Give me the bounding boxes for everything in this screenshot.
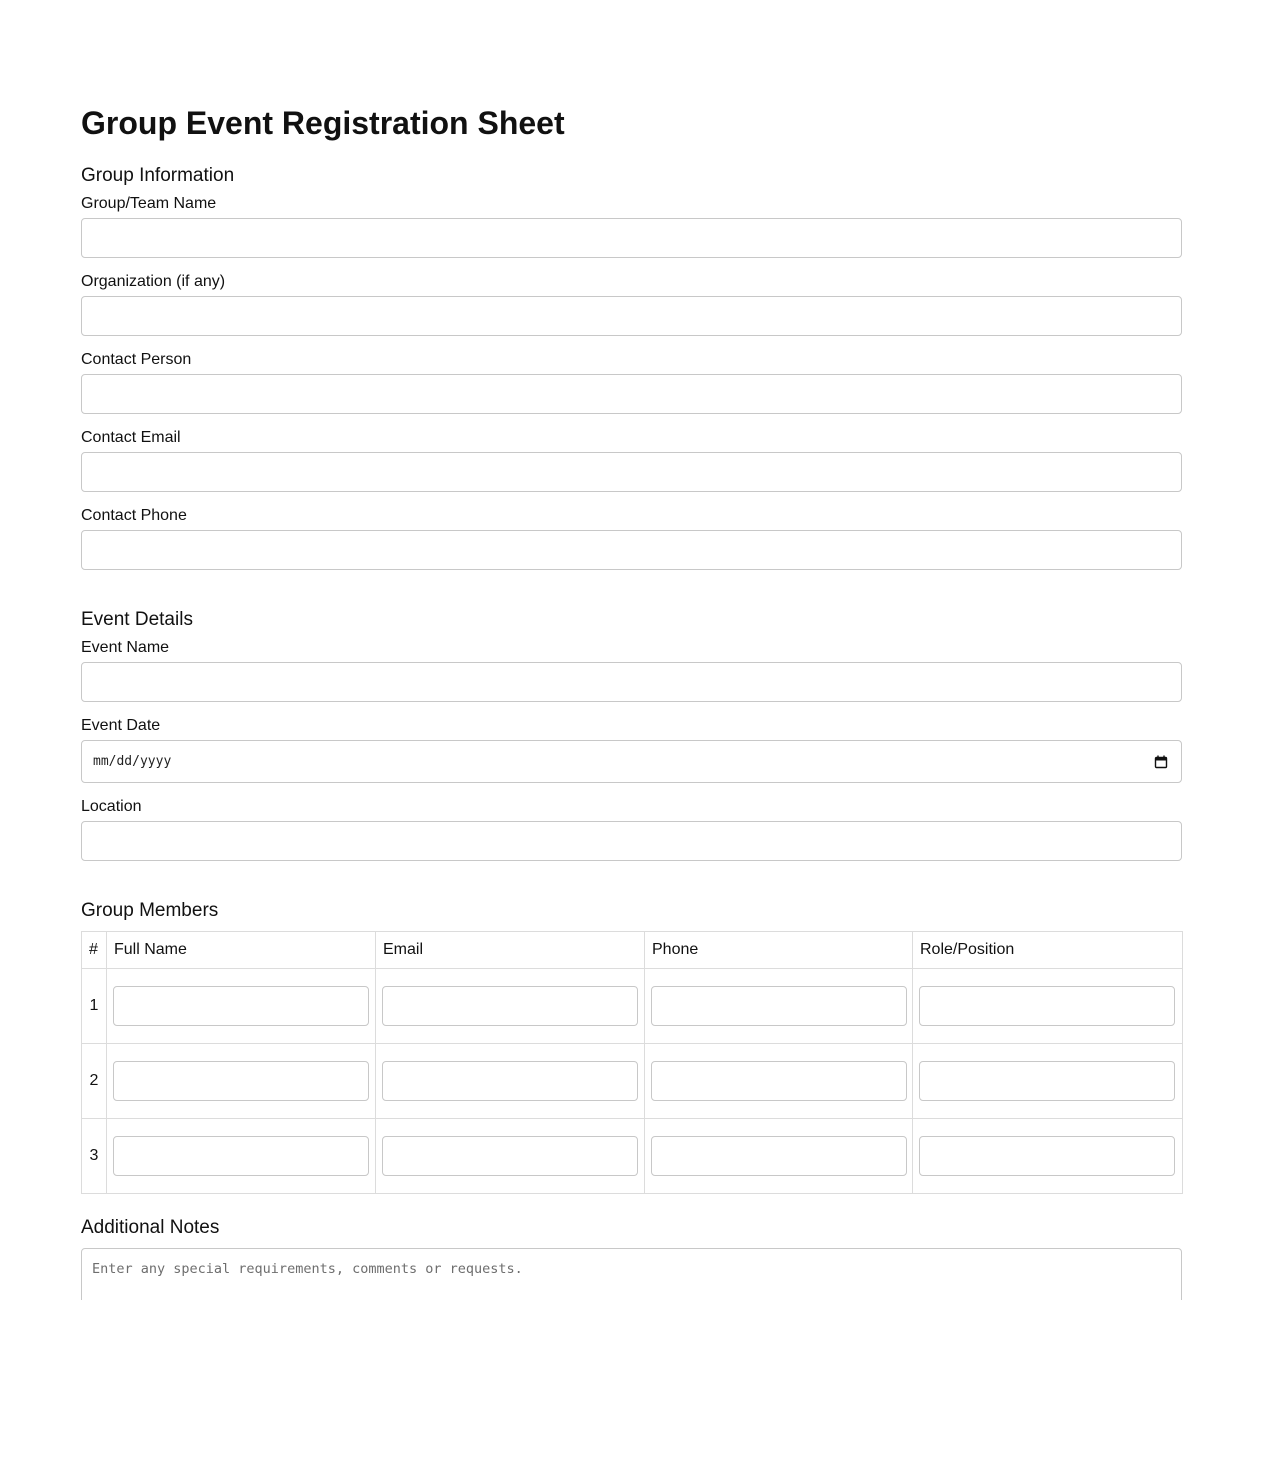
table-row	[82, 1044, 1183, 1119]
table-cell	[645, 1119, 913, 1194]
group-members-table	[81, 931, 1183, 1194]
contact-phone-label: Contact Phone	[81, 507, 187, 524]
member-phone-input[interactable]	[651, 1136, 907, 1176]
member-full-name-input[interactable]	[113, 986, 369, 1026]
contact-phone-input[interactable]	[81, 530, 1182, 570]
table-cell	[376, 1119, 645, 1194]
table-cell	[107, 969, 376, 1044]
row-number: 3	[82, 1119, 107, 1194]
row-number: 2	[82, 1044, 107, 1119]
group-members-heading: Group Members	[81, 900, 219, 921]
location-label: Location	[81, 798, 142, 815]
table-cell	[376, 969, 645, 1044]
contact-email-input[interactable]	[81, 452, 1182, 492]
event-date-value: mm/dd/yyyy	[93, 754, 172, 769]
member-email-input[interactable]	[382, 1136, 638, 1176]
column-header-phone: Phone	[645, 932, 913, 969]
table-cell	[645, 1044, 913, 1119]
table-cell	[107, 1119, 376, 1194]
location-input[interactable]	[81, 821, 1182, 861]
member-email-input[interactable]	[382, 986, 638, 1026]
page-title: Group Event Registration Sheet	[81, 105, 565, 141]
table-cell	[645, 969, 913, 1044]
event-name-label: Event Name	[81, 639, 170, 656]
table-row	[82, 969, 1183, 1044]
member-email-input[interactable]	[382, 1061, 638, 1101]
table-cell	[107, 1044, 376, 1119]
calendar-icon[interactable]	[1154, 755, 1168, 769]
table-cell	[913, 969, 1183, 1044]
member-role-input[interactable]	[919, 986, 1175, 1026]
column-header-role-position: Role/Position	[913, 932, 1183, 969]
member-full-name-input[interactable]	[113, 1061, 369, 1101]
event-date-label: Event Date	[81, 717, 161, 734]
contact-person-input[interactable]	[81, 374, 1182, 414]
contact-person-label: Contact Person	[81, 351, 192, 368]
table-cell	[913, 1119, 1183, 1194]
member-full-name-input[interactable]	[113, 1136, 369, 1176]
table-header-row	[82, 932, 1183, 969]
column-header-full-name: Full Name	[107, 932, 376, 969]
column-header-email: Email	[376, 932, 645, 969]
calendar-icon-graphic	[1154, 755, 1168, 769]
column-header-number: #	[82, 932, 107, 969]
table-cell	[376, 1044, 645, 1119]
event-date-input[interactable]	[81, 740, 1182, 783]
row-number: 1	[82, 969, 107, 1044]
contact-email-label: Contact Email	[81, 429, 181, 446]
organization-label: Organization (if any)	[81, 273, 226, 290]
additional-notes-textarea[interactable]	[81, 1248, 1182, 1300]
member-phone-input[interactable]	[651, 1061, 907, 1101]
additional-notes-container	[81, 1248, 1182, 1300]
member-role-input[interactable]	[919, 1136, 1175, 1176]
group-information-heading: Group Information	[81, 165, 235, 186]
member-role-input[interactable]	[919, 1061, 1175, 1101]
member-phone-input[interactable]	[651, 986, 907, 1026]
group-team-name-input[interactable]	[81, 218, 1182, 258]
organization-input[interactable]	[81, 296, 1182, 336]
event-name-input[interactable]	[81, 662, 1182, 702]
event-details-heading: Event Details	[81, 609, 193, 630]
additional-notes-heading: Additional Notes	[81, 1217, 220, 1238]
table-cell	[913, 1044, 1183, 1119]
group-team-name-label: Group/Team Name	[81, 195, 217, 212]
table-row	[82, 1119, 1183, 1194]
